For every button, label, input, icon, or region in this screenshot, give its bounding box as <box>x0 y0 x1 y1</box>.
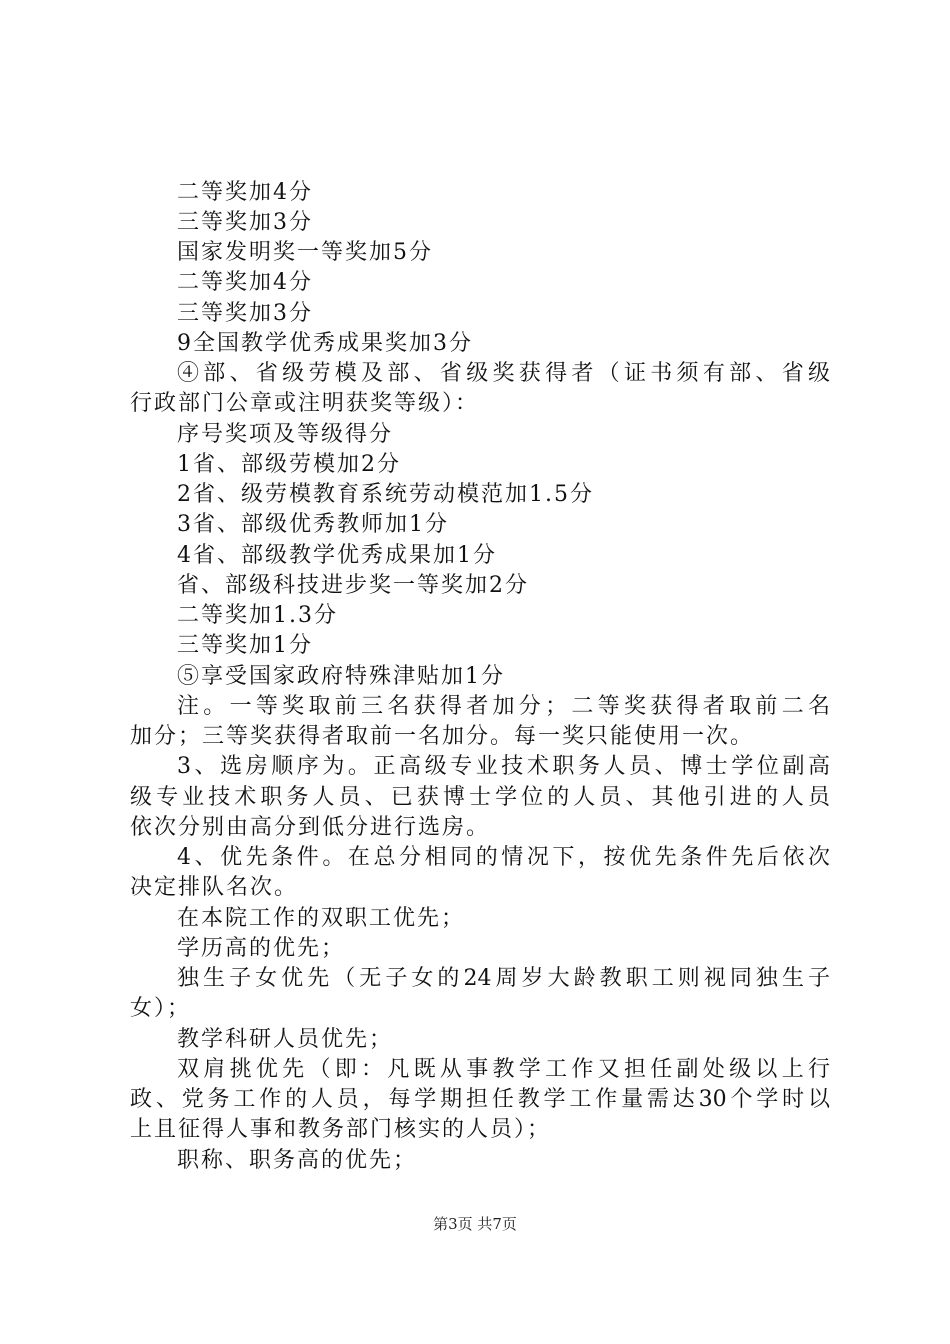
text-line: 三等奖加1分 <box>177 633 313 658</box>
text-line: 教学科研人员优先； <box>177 1027 394 1052</box>
text-line: 级专业技术职务人员、已获博士学位的人员、其他引进的人员 <box>130 785 830 810</box>
text-line: ⑤享受国家政府特殊津贴加1分 <box>177 664 505 689</box>
text-line: 加分；三等奖获得者取前一名加分。每一奖只能使用一次。 <box>130 724 755 749</box>
text-line: 独生子女优先（无子女的24周岁大龄教职工则视同独生子 <box>177 966 830 991</box>
text-line: 省、部级科技进步奖一等奖加2分 <box>177 573 529 598</box>
text-line: 注。一等奖取前三名获得者加分；二等奖获得者取前二名 <box>177 694 830 719</box>
text-line: 2省、级劳模教育系统劳动模范加1.5分 <box>177 482 594 507</box>
text-line: 3省、部级优秀教师加1分 <box>177 512 449 537</box>
text-line: 在本院工作的双职工优先； <box>177 906 466 931</box>
text-line: 政、党务工作的人员，每学期担任教学工作量需达30个学时以 <box>130 1087 830 1112</box>
text-line: 三等奖加3分 <box>177 301 313 326</box>
text-line: 双肩挑优先（即：凡既从事教学工作又担任副处级以上行 <box>177 1057 830 1082</box>
text-line: 4省、部级教学优秀成果加1分 <box>177 543 497 568</box>
text-line: ④部、省级劳模及部、省级奖获得者（证书须有部、省级 <box>177 361 830 386</box>
text-line: 上且征得人事和教务部门核实的人员）； <box>130 1117 552 1142</box>
text-line: 二等奖加4分 <box>177 270 313 295</box>
text-line: 决定排队名次。 <box>130 875 299 900</box>
text-line: 1省、部级劳模加2分 <box>177 452 401 477</box>
text-line: 二等奖加4分 <box>177 180 313 205</box>
text-line: 职称、职务高的优先； <box>177 1148 418 1173</box>
text-line: 3、选房顺序为。正高级专业技术职务人员、博士学位副高 <box>177 754 830 779</box>
text-line: 学历高的优先； <box>177 936 346 961</box>
text-line: 序号奖项及等级得分 <box>177 422 394 447</box>
text-line: 行政部门公章或注明获奖等级）： <box>130 391 480 416</box>
text-line: 依次分别由高分到低分进行选房。 <box>130 815 491 840</box>
text-line: 国家发明奖一等奖加5分 <box>177 240 433 265</box>
text-line: 三等奖加3分 <box>177 210 313 235</box>
text-line: 4、优先条件。在总分相同的情况下，按优先条件先后依次 <box>177 845 830 870</box>
text-line: 9全国教学优秀成果奖加3分 <box>177 331 473 356</box>
text-line: 女）； <box>130 996 192 1021</box>
text-line: 二等奖加1.3分 <box>177 603 338 628</box>
page-footer: 第3页 共7页 <box>433 1215 517 1233</box>
